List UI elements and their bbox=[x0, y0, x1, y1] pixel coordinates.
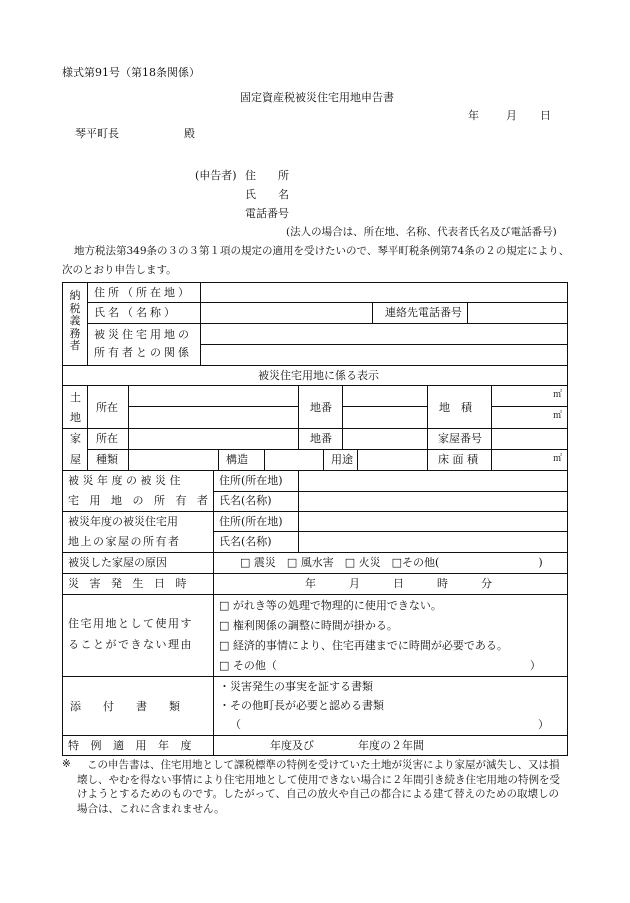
house-number-label: 家屋番号 bbox=[438, 432, 482, 445]
land-side-2: 地 bbox=[70, 411, 81, 424]
land-area-label: 地 積 bbox=[439, 401, 472, 414]
date-year: 年 bbox=[468, 109, 479, 122]
section-title: 被災住宅用地に係る表示 bbox=[258, 369, 379, 382]
contact-phone-label: 連絡先電話番号 bbox=[385, 306, 462, 319]
land-lot-label: 地番 bbox=[310, 401, 332, 414]
form-number: 様式第91号（第18条関係） bbox=[62, 66, 200, 79]
land-owner-label-1: 被 災 年 度 の 被 災 住 bbox=[68, 474, 181, 487]
intro-line-2: 次のとおり申告します。 bbox=[62, 264, 177, 276]
taxpayer-address-field[interactable] bbox=[201, 283, 567, 302]
date-month: 月 bbox=[506, 109, 517, 122]
house-type-label: 種類 bbox=[96, 453, 118, 466]
applicant-address-label: 住 所 bbox=[245, 169, 289, 182]
corporate-note: (法人の場合は、所在地、名称、代表者氏名及び電話番号) bbox=[286, 226, 557, 238]
reason-label-1: 住宅用地として使用す bbox=[68, 617, 193, 630]
reason-option-rights[interactable]: □ 権利関係の調整に時間が掛かる。 bbox=[219, 619, 398, 632]
footnote-mark: ※ bbox=[62, 758, 71, 770]
disaster-date-label: 災 害 発 生 日 時 bbox=[68, 577, 190, 590]
house-structure-label: 構造 bbox=[226, 453, 248, 466]
land-lot-field[interactable] bbox=[343, 386, 426, 427]
cause-options[interactable]: □ 震災 □ 風水害 □ 火災 □その他( ) bbox=[240, 556, 543, 569]
house-owner-address-label: 住所(所在地) bbox=[219, 515, 283, 528]
footnote-text: この申告書は、住宅用地として課税標準の特例を受けていた土地が災害により家屋が滅失し、又は損壊し、やむを得ない事情により住宅用地として使用できない場合に２年間引き続き住宅用地の特例を受けようとするためのものです。したがって、自己の放火や自己の都合による建て替えのための取壊しの場合は、これに含まれません。 bbox=[77, 759, 560, 815]
house-location-label: 所在 bbox=[96, 432, 118, 445]
land-owner-label-2: 宅 用 地 の 所 有 者 bbox=[68, 494, 212, 507]
land-owner-address-label: 住所(所在地) bbox=[219, 474, 283, 487]
applicant-phone-label: 電話番号 bbox=[245, 207, 289, 220]
taxpayer-name-label: 氏名（名称） bbox=[94, 306, 178, 319]
house-owner-name-field[interactable] bbox=[299, 532, 567, 551]
attachment-item-2: ・その他町長が必要と認める書類 bbox=[219, 699, 384, 712]
house-structure-field[interactable] bbox=[265, 450, 322, 469]
floor-area-label: 床 面 積 bbox=[438, 453, 478, 466]
house-use-label: 用途 bbox=[331, 453, 353, 466]
date-day: 日 bbox=[540, 109, 551, 122]
attachments-label: 添 付 書 類 bbox=[70, 700, 180, 713]
reason-label-2: ることができない理由 bbox=[68, 638, 193, 651]
taxpayer-side-label: 納税義務者 bbox=[69, 289, 81, 352]
contact-phone-field[interactable] bbox=[468, 303, 567, 322]
applicant-name-label: 氏 名 bbox=[245, 188, 289, 201]
intro-line-1: 地方税法第349条の３の３第１項の規定の適用を受けたいので、琴平町税条例第74条の２の規定により、 bbox=[74, 245, 570, 257]
taxpayer-name-field[interactable] bbox=[201, 303, 371, 322]
land-area-unit-2: ㎡ bbox=[553, 411, 563, 421]
disaster-date-value[interactable]: 年 月 日 時 分 bbox=[305, 577, 492, 590]
house-owner-name-label: 氏名(名称) bbox=[219, 535, 272, 548]
addressee: 琴平町長 bbox=[75, 127, 119, 140]
land-owner-address-field[interactable] bbox=[299, 471, 567, 490]
land-owner-name-label: 氏名(名称) bbox=[219, 494, 272, 507]
house-side-2: 屋 bbox=[70, 453, 81, 466]
special-year-label: 特 例 適 用 年 度 bbox=[68, 739, 196, 752]
taxpayer-address-label: 住所（所在地） bbox=[94, 286, 192, 299]
house-owner-address-field[interactable] bbox=[299, 512, 567, 530]
reason-option-debris[interactable]: □ がれき等の処理で物理的に使用できない。 bbox=[219, 599, 442, 612]
house-location-field[interactable] bbox=[129, 429, 297, 448]
attachment-item-1: ・災害発生の事実を証する書類 bbox=[219, 680, 373, 693]
form-title: 固定資産税被災住宅用地申告書 bbox=[240, 91, 394, 104]
reason-option-economic[interactable]: □ 経済的事情により、住宅再建までに時間が必要である。 bbox=[219, 639, 508, 652]
land-owner-name-field[interactable] bbox=[299, 492, 567, 510]
applicant-label: (申告者) bbox=[195, 169, 237, 182]
land-location-label: 所在 bbox=[96, 401, 118, 414]
house-use-field[interactable] bbox=[358, 450, 426, 469]
cause-label: 被災した家屋の原因 bbox=[68, 556, 167, 569]
relation-field[interactable] bbox=[201, 324, 567, 364]
house-lot-field[interactable] bbox=[343, 429, 426, 448]
attachment-item-3[interactable]: （ ） bbox=[230, 718, 549, 731]
house-owner-label-2: 地上の家屋の所有者 bbox=[68, 535, 181, 548]
land-side-1: 土 bbox=[70, 391, 81, 404]
land-area-unit-1: ㎡ bbox=[553, 390, 563, 400]
reason-option-other[interactable]: □ その他（ ） bbox=[219, 659, 541, 672]
house-type-field[interactable] bbox=[129, 450, 217, 469]
house-side-1: 家 bbox=[70, 432, 81, 445]
house-owner-label-1: 被災年度の被災住宅用 bbox=[68, 515, 178, 528]
honorific: 殿 bbox=[184, 127, 195, 140]
house-lot-label: 地番 bbox=[310, 432, 332, 445]
special-year-value[interactable]: 年度及び 年度の２年間 bbox=[270, 739, 424, 752]
floor-area-unit: ㎡ bbox=[553, 454, 563, 464]
relation-label-2: 所有者との関係 bbox=[94, 346, 192, 359]
land-location-field[interactable] bbox=[129, 386, 297, 427]
relation-label-1: 被災住宅用地の bbox=[94, 328, 192, 341]
house-number-field[interactable] bbox=[492, 429, 567, 448]
